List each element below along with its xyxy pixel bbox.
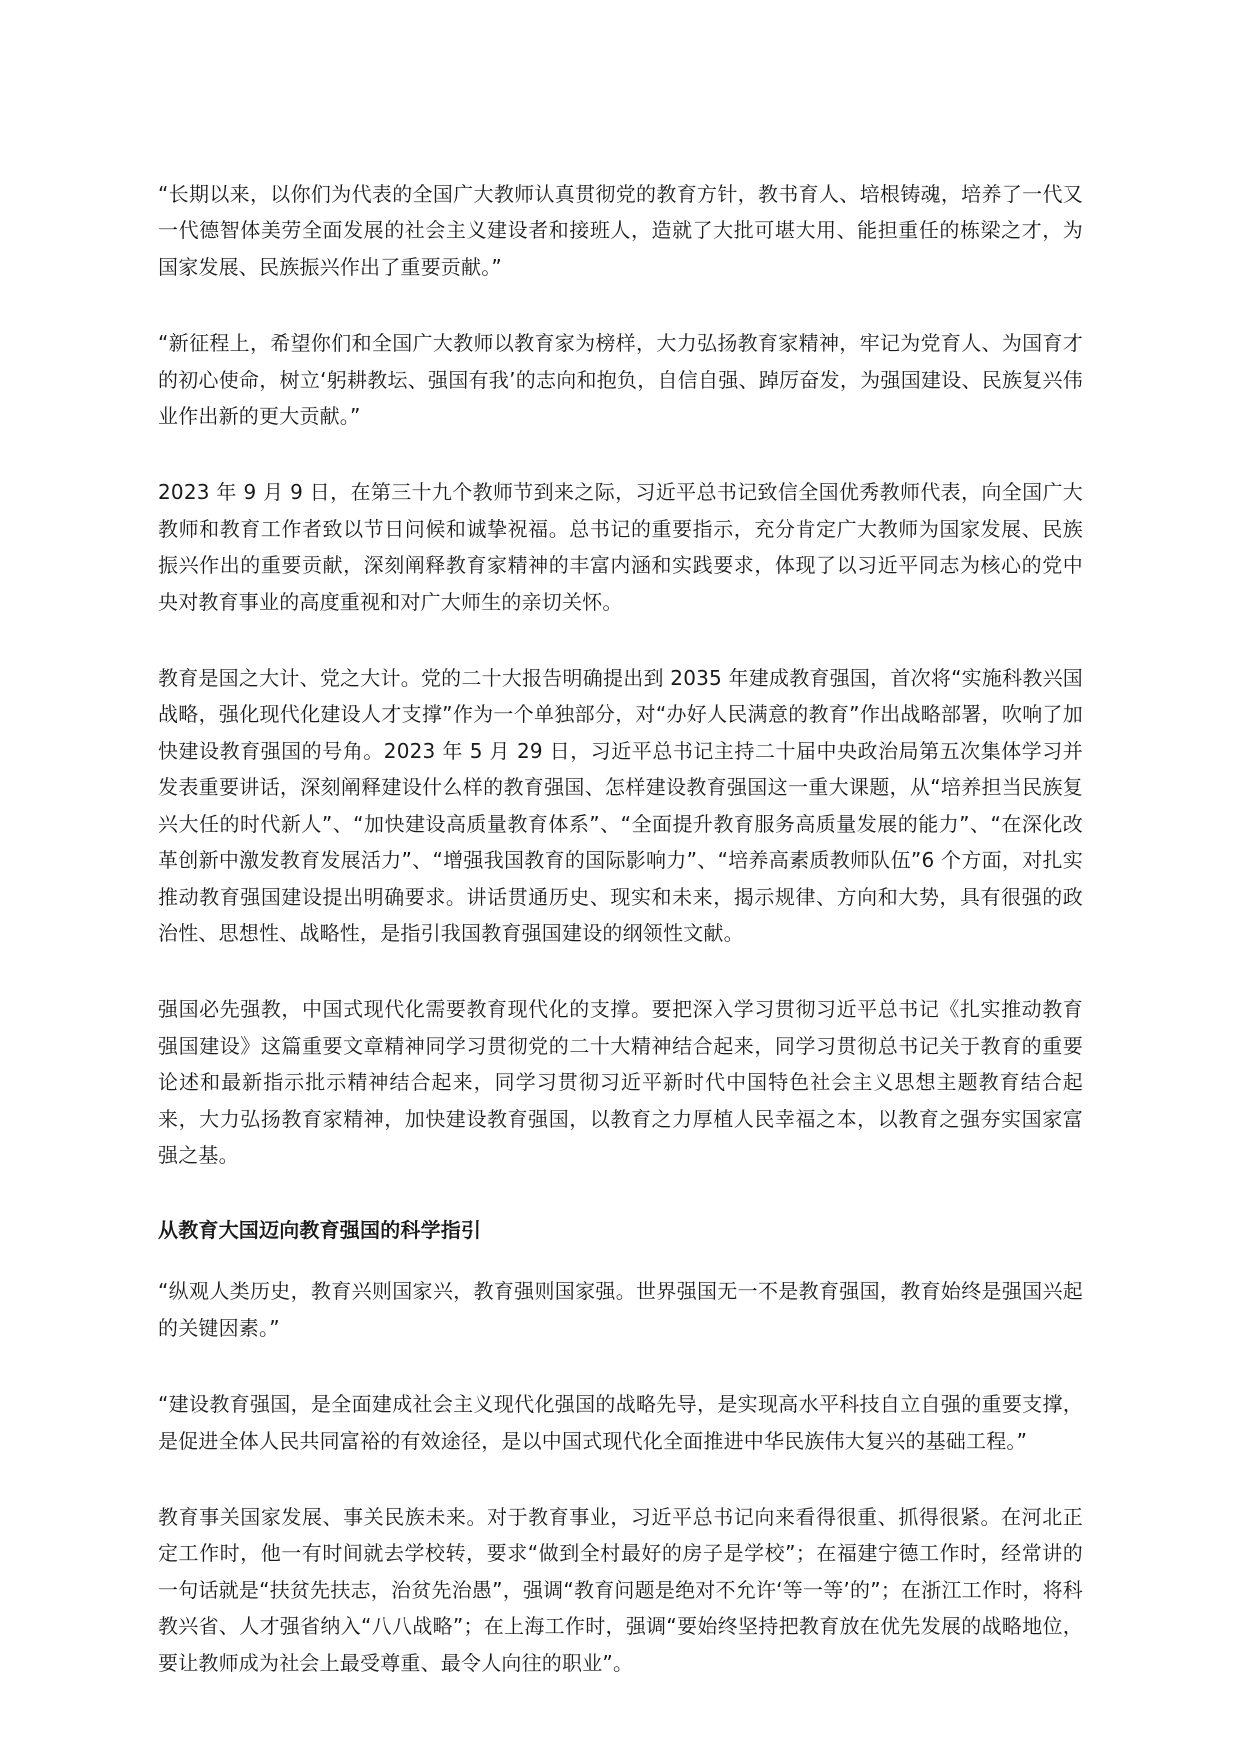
- paragraph-education-strategy: 教育是国之大计、党之大计。党的二十大报告明确提出到 2035 年建成教育强国，首次将“实施科教兴国战略，强化现代化建设人才支撑”作为一个单独部分，对“办好人民满意的教育”作出战略部署，吹响了加快建设教育强国的号角。2023 年 5 月 29 日，习近平总书记主持二十届中央政治局第五次集体学习并发表重要讲话，深刻阐释建设什么样的教育强国、怎样建设教育强国这一重大课题，从“培养担当民族复兴大任的时代新人”、“加快建设高质量教育体系”、“全面提升教育服务高质量发展的能力”、“在深化改革创新中激发教育发展活力”、“增强我国教育的国际影响力”、“培养高素质教师队伍”6 个方面，对扎实推动教育强国建设提出明确要求。讲话贯通历史、现实和未来，揭示规律、方向和大势，具有很强的政治性、思想性、战略性，是指引我国教育强国建设的纲领性文献。: [158, 666, 1083, 945]
- document-page: [158, 176, 1083, 1721]
- paragraph-quote-1: “长期以来，以你们为代表的全国广大教师认真贯彻党的教育方针，教书育人、培根铸魂，培养了一代又一代德智体美劳全面发展的社会主义建设者和接班人，造就了大批可堪大用、能担重任的栋梁之才，为国家发展、民族振兴作出了重要贡献。”: [158, 182, 1083, 279]
- paragraph-quote-4: “建设教育强国，是全面建成社会主义现代化强国的战略先导，是实现高水平科技自立自强的重要支撑，是促进全体人民共同富裕的有效途径，是以中国式现代化全面推进中华民族伟大复兴的基础工程。”: [158, 1392, 1083, 1453]
- paragraph-quote-3: “纵观人类历史，教育兴则国家兴，教育强则国家强。世界强国无一不是教育强国，教育始终是强国兴起的关键因素。”: [158, 1279, 1083, 1340]
- section-heading: 从教育大国迈向教育强国的科学指引: [158, 1218, 482, 1243]
- paragraph-teachers-day: 2023 年 9 月 9 日，在第三十九个教师节到来之际，习近平总书记致信全国优秀教师代表，向全国广大教师和教育工作者致以节日问候和诚挚祝福。总书记的重要指示，充分肯定广大教师为国家发展、民族振兴作出的重要贡献，深刻阐释教育家精神的丰富内涵和实践要求，体现了以习近平同志为核心的党中央对教育事业的高度重视和对广大师生的亲切关怀。: [158, 480, 1083, 614]
- paragraph-strong-nation: 强国必先强教，中国式现代化需要教育现代化的支撑。要把深入学习贯彻习近平总书记《扎实推动教育强国建设》这篇重要文章精神同学习贯彻党的二十大精神结合起来，同学习贯彻总书记关于教育的重要论述和最新指示批示精神结合起来，同学习贯彻习近平新时代中国特色社会主义思想主题教育结合起来，大力弘扬教育家精神，加快建设教育强国，以教育之力厚植人民幸福之本，以教育之强夯实国家富强之基。: [158, 997, 1083, 1167]
- paragraph-history: 教育事关国家发展、事关民族未来。对于教育事业，习近平总书记向来看得很重、抓得很紧。在河北正定工作时，他一有时间就去学校转，要求“做到全村最好的房子是学校”；在福建宁德工作时，经常讲的一句话就是“扶贫先扶志，治贫先治愚”，强调“教育问题是绝对不允许‘等一等’的”；在浙江工作时，将科教兴省、人才强省纳入“八八战略”；在上海工作时，强调“要始终坚持把教育放在优先发展的战略地位，要让教师成为社会上最受尊重、最令人向往的职业”。: [158, 1504, 1083, 1675]
- paragraph-quote-2: “新征程上，希望你们和全国广大教师以教育家为榜样，大力弘扬教育家精神，牢记为党育人、为国育才的初心使命，树立‘躬耕教坛、强国有我’的志向和抱负，自信自强、踔厉奋发，为强国建设、民族复兴伟业作出新的更大贡献。”: [158, 331, 1083, 429]
